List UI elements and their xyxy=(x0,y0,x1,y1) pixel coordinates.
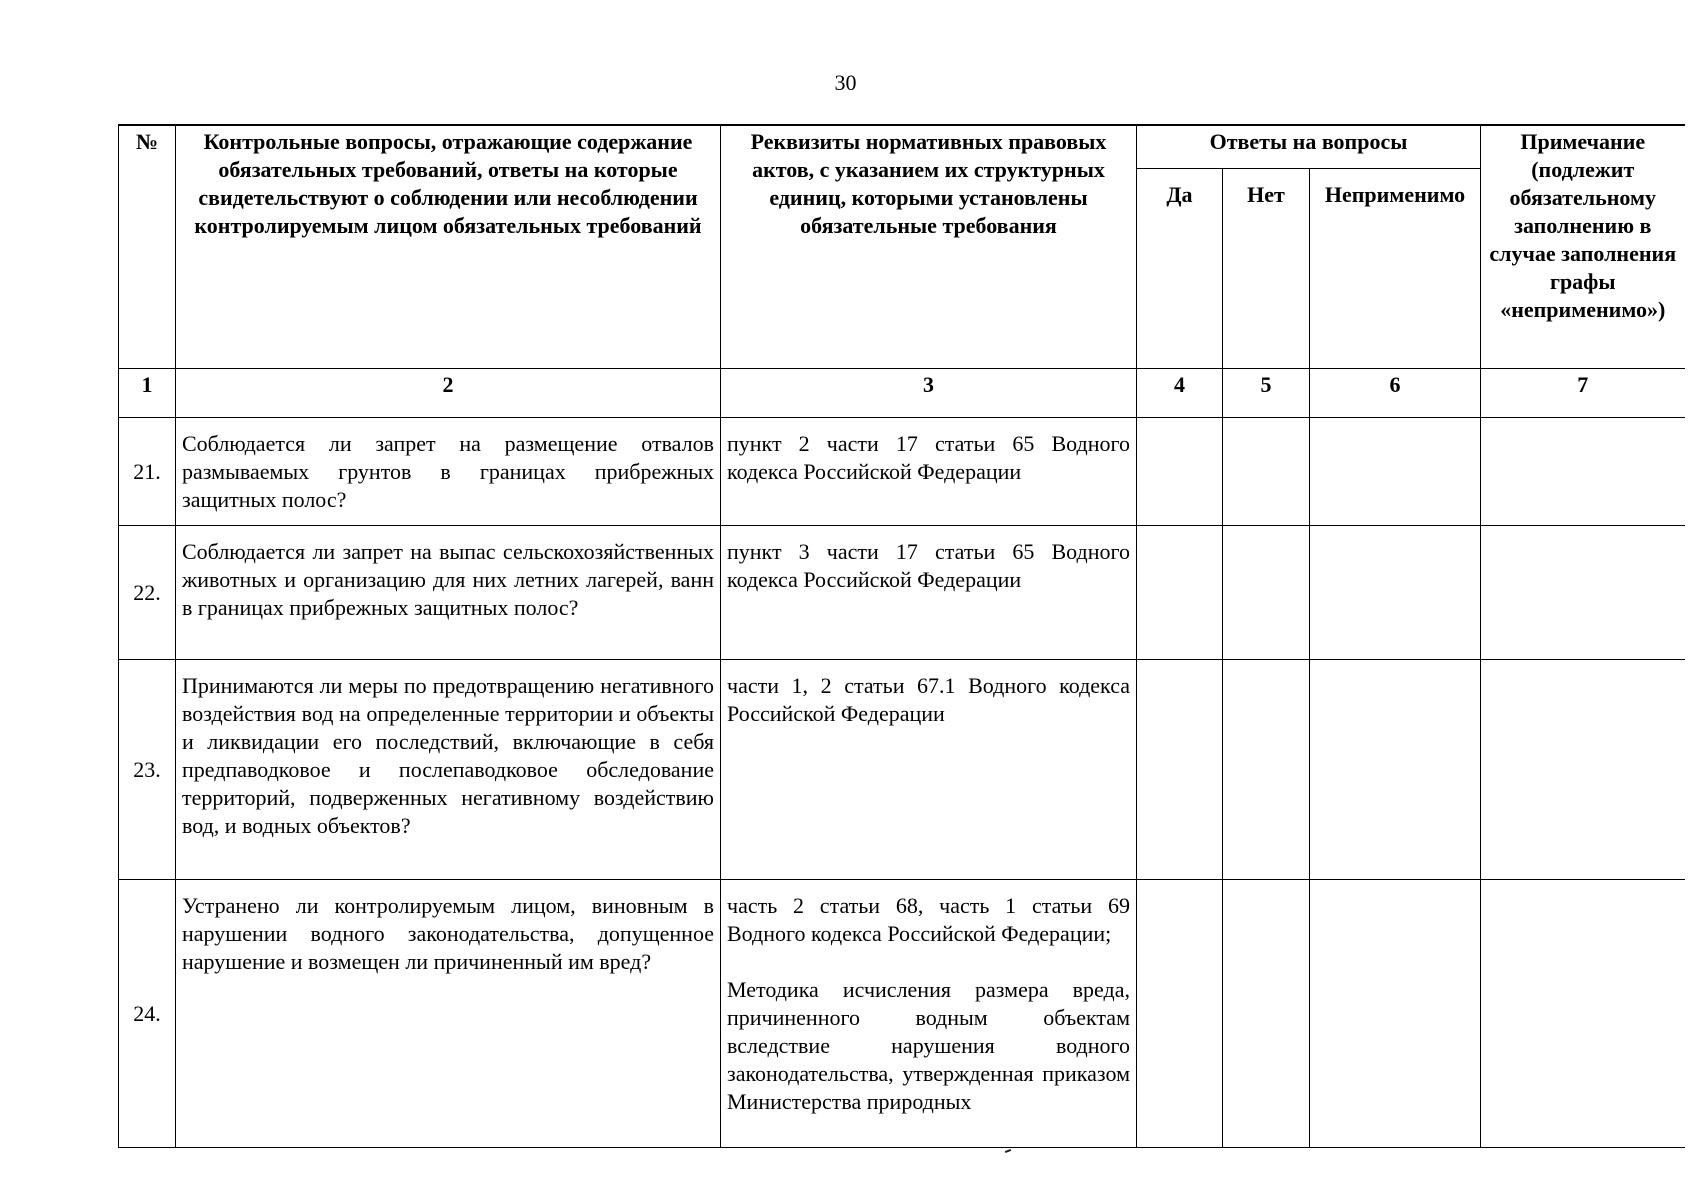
row-number: 23. xyxy=(119,660,176,880)
header-yes: Да xyxy=(1137,169,1223,369)
column-number-row xyxy=(119,369,1685,418)
header-row xyxy=(119,125,1685,169)
requisites-text: Методика исчисления размера вреда, причиненного водным объектам вследствие нарушения водного законодательства, утвержденная приказом Министерства природных xyxy=(727,977,1130,1114)
table-row xyxy=(119,880,1685,1148)
page-number: 30 xyxy=(834,70,857,95)
note-cell[interactable] xyxy=(1481,660,1685,880)
row-number: 24. xyxy=(119,880,176,1148)
table-row xyxy=(119,660,1685,880)
column-number: 2 xyxy=(176,369,721,418)
answer-na-cell[interactable] xyxy=(1310,880,1481,1148)
answer-no-cell[interactable] xyxy=(1223,418,1310,526)
header-no: Нет xyxy=(1223,169,1310,369)
answer-yes-cell[interactable] xyxy=(1137,660,1223,880)
note-cell[interactable] xyxy=(1481,880,1685,1148)
header-questions: Контрольные вопросы, отражающие содержание обязательных требований, ответы на которые свидетельствуют о соблюдении или несоблюдении контролируемым лицом обязательных требований xyxy=(176,125,721,369)
column-number: 3 xyxy=(721,369,1137,418)
answer-na-cell[interactable] xyxy=(1310,660,1481,880)
answer-yes-cell[interactable] xyxy=(1137,418,1223,526)
answer-no-cell[interactable] xyxy=(1223,660,1310,880)
requisites-cell xyxy=(721,880,1137,1148)
row-number: 22. xyxy=(119,526,176,660)
requisites-text: пункт 2 части 17 статьи 65 Водного кодекса Российской Федерации xyxy=(721,418,1137,526)
answer-no-cell[interactable] xyxy=(1223,526,1310,660)
header-num: № xyxy=(119,125,176,369)
header-answers: Ответы на вопросы xyxy=(1137,125,1481,169)
answer-yes-cell[interactable] xyxy=(1137,880,1223,1148)
table-row xyxy=(119,418,1685,526)
column-number: 5 xyxy=(1223,369,1310,418)
note-cell[interactable] xyxy=(1481,418,1685,526)
column-number: 4 xyxy=(1137,369,1223,418)
requisites-text: часть 2 статьи 68, часть 1 статьи 69 Водного кодекса Российской Федерации; xyxy=(727,893,1130,946)
checklist-table xyxy=(118,124,1685,1148)
answer-na-cell[interactable] xyxy=(1310,526,1481,660)
column-number: 6 xyxy=(1310,369,1481,418)
question-text: Соблюдается ли запрет на размещение отвалов размываемых грунтов в границах прибрежных защитных полос? xyxy=(176,418,721,526)
answer-no-cell[interactable] xyxy=(1223,880,1310,1148)
header-na: Неприменимо xyxy=(1310,169,1481,369)
table-row xyxy=(119,526,1685,660)
answer-yes-cell[interactable] xyxy=(1137,526,1223,660)
question-text: Соблюдается ли запрет на выпас сельскохозяйственных животных и организацию для них летних лагерей, ванн в границах прибрежных защитных полос? xyxy=(176,526,721,660)
requisites-text: пункт 3 части 17 статьи 65 Водного кодекса Российской Федерации xyxy=(721,526,1137,660)
requisites-text: части 1, 2 статьи 67.1 Водного кодекса Российской Федерации xyxy=(721,660,1137,880)
header-requisites: Реквизиты нормативных правовых актов, с указанием их структурных единиц, которыми установлены обязательные требования xyxy=(721,125,1137,369)
scan-mark xyxy=(1005,1149,1011,1153)
question-text: Принимаются ли меры по предотвращению негативного воздействия вод на определенные территории и объекты и ликвидации его последствий, включающие в себя предпаводковое и послепаводковое обследование территорий, подверженных негативному воздействию вод, и водных объектов? xyxy=(176,660,721,880)
question-text: Устранено ли контролируемым лицом, виновным в нарушении водного законодательства, допущенное нарушение и возмещен ли причиненный им вред? xyxy=(176,880,721,1148)
answer-na-cell[interactable] xyxy=(1310,418,1481,526)
note-cell[interactable] xyxy=(1481,526,1685,660)
column-number: 1 xyxy=(119,369,176,418)
header-note: Примечание (подлежит обязательному заполнению в случае заполнения графы «неприменимо») xyxy=(1481,125,1685,369)
row-number: 21. xyxy=(119,418,176,526)
column-number: 7 xyxy=(1481,369,1685,418)
